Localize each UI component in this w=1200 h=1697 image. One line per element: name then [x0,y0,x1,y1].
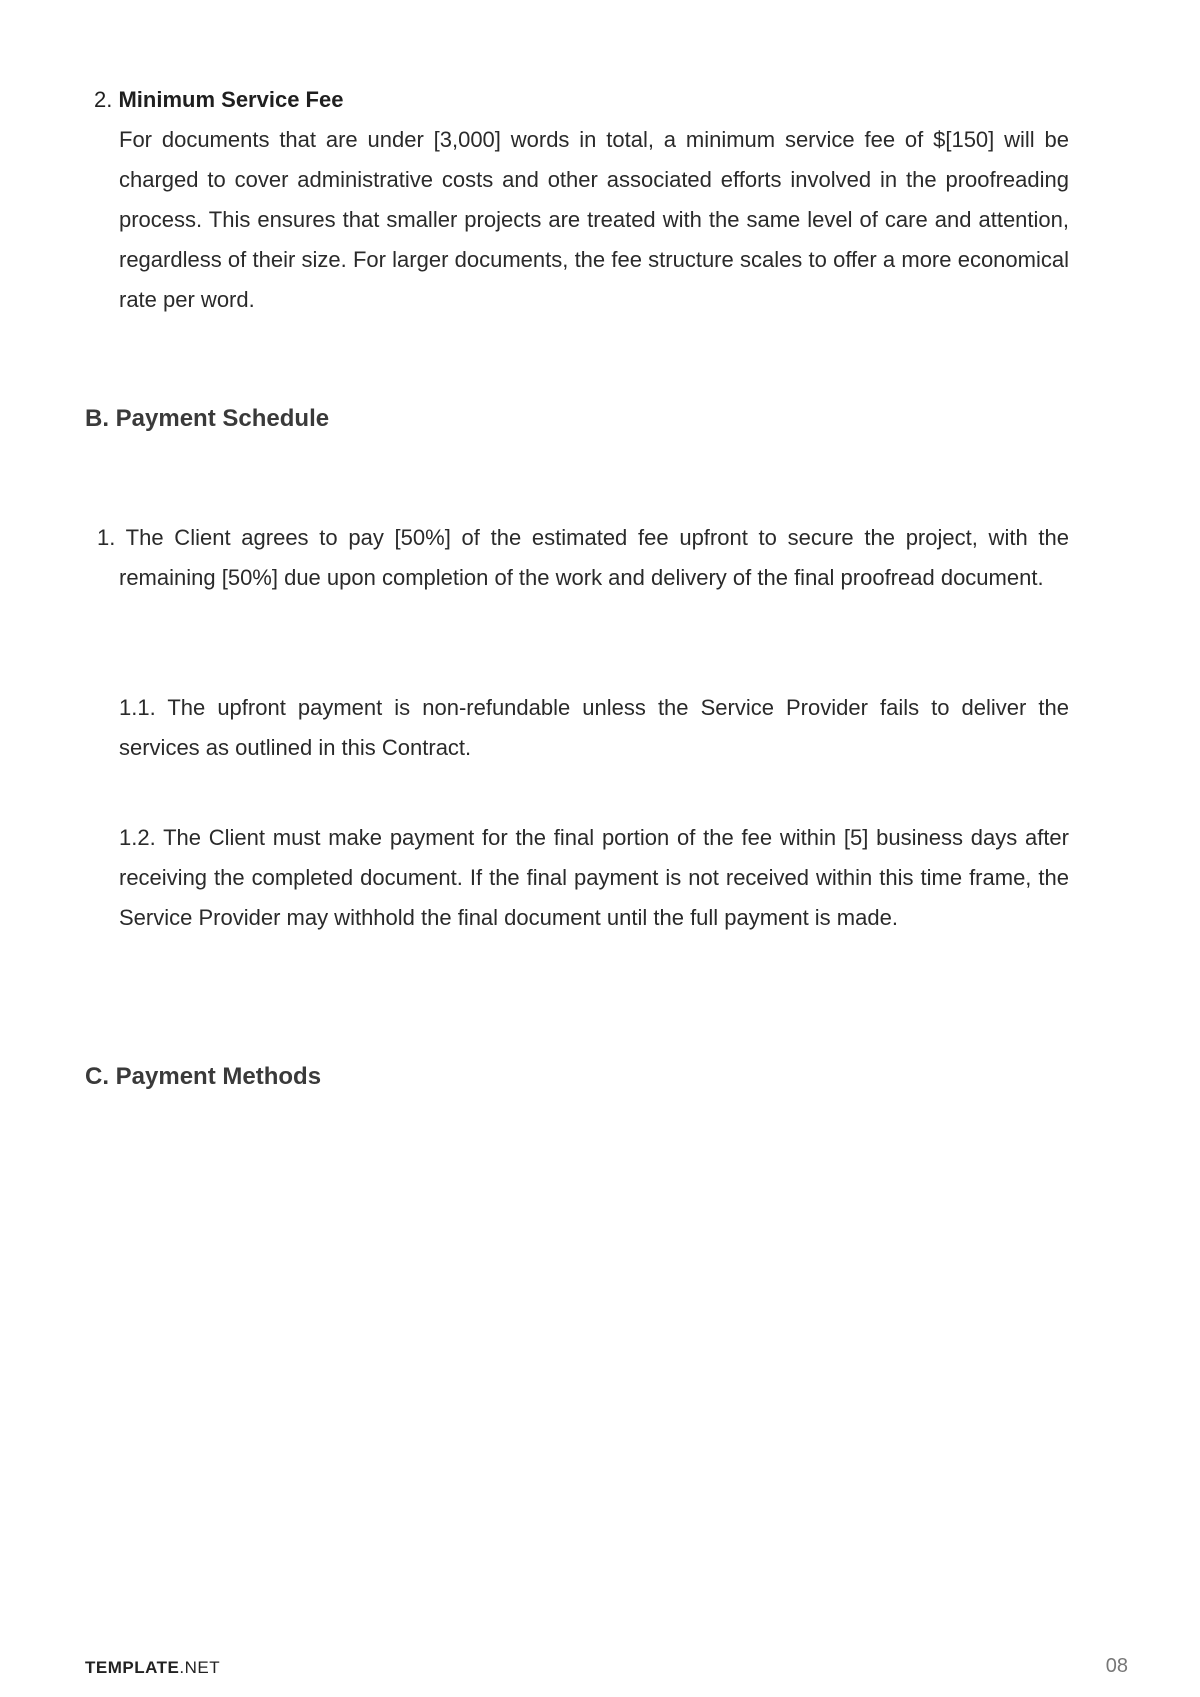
footer-logo-strong: TEMPLATE [85,1658,180,1677]
footer-logo-light: .NET [179,1658,221,1677]
min-fee-title: Minimum Service Fee [118,87,344,112]
footer-logo [85,1658,220,1678]
payment-schedule-item-1 [97,518,1069,598]
payment-schedule-heading: B. Payment Schedule [85,405,330,432]
min-fee-body: For documents that are under [3,000] words in total, a minimum service fee of $[150] will be charged to cover administrative costs and other associated efforts involved in the proofreading process. This ensures that smaller projects are treated with the same level of care and attention, regardless of their size. For larger documents, the fee structure scales to offer a more economical rate per word. [119,127,1069,312]
payment-methods-heading: C. Payment Methods [85,1063,322,1090]
payment-schedule-item-1-1: 1.1. The upfront payment is non-refundable unless the Service Provider fails to deliver the services as outlined in this Contract. [119,695,1069,760]
min-fee-number: 2. [94,87,113,112]
page-number: 08 [1105,1655,1128,1677]
payment-schedule-item-1-2: 1.2. The Client must make payment for the final portion of the fee within [5] business days after receiving the completed document. If the final payment is not received within this time frame, the Service Provider may withhold the final document until the full payment is made. [119,825,1069,930]
payment-schedule-item-1-text: 1. The Client agrees to pay [50%] of the estimated fee upfront to secure the project, with the remaining [50%] due upon completion of the work and delivery of the final proofread document. [97,525,1069,590]
min-fee-item-title [94,80,343,120]
